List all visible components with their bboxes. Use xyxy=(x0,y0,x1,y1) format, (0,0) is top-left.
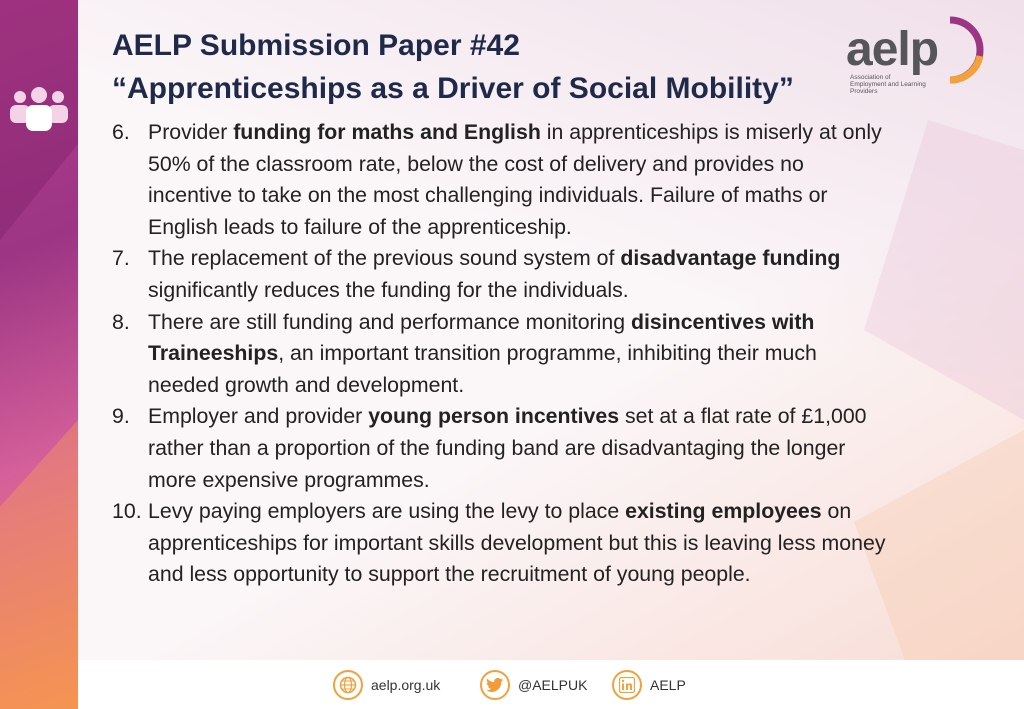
emphasis-text: existing employees xyxy=(625,499,822,524)
logo-sub-line-1: Association of xyxy=(850,74,891,81)
body-text: Provider xyxy=(148,120,234,144)
aelp-logo xyxy=(846,16,996,95)
list-item xyxy=(112,401,892,496)
logo-sub-line-2: Employment and Learning xyxy=(850,81,926,88)
body-text: significantly reduces the funding for the individuals. xyxy=(148,277,629,302)
body-text: on apprenticeships for important skills development but this is leaving less money and less opportunity to support the recruitment of young people. xyxy=(148,499,886,587)
list-item xyxy=(112,243,892,306)
band-facet-bottom xyxy=(0,420,78,709)
logo-subtitle xyxy=(850,74,940,95)
body-text: , an important transition programme, inhibiting their much needed growth and development. xyxy=(148,341,817,397)
list-item xyxy=(112,117,892,243)
linkedin-label: AELP xyxy=(650,677,686,693)
list-item xyxy=(112,496,892,591)
emphasis-text: disadvantage funding xyxy=(620,246,841,271)
logo-wordmark: aelp xyxy=(846,23,939,76)
title-line-1: AELP Submission Paper #42 xyxy=(112,29,520,62)
logo-sub-line-3: Providers xyxy=(850,88,878,95)
emphasis-text: young person incentives xyxy=(368,404,620,429)
body-text: The replacement of the previous sound system of xyxy=(148,246,621,271)
list-item-number: 9. xyxy=(112,404,130,429)
emphasis-text: funding for maths and English xyxy=(233,120,541,144)
list-item-number: 10. xyxy=(112,499,142,524)
body-text: Employer and provider xyxy=(148,404,369,429)
list-item-number: 7. xyxy=(112,246,130,271)
body-text: in apprenticeships is miserly at only 50% of the classroom rate, below the cost of delivery and provides no incentive to take on the most challenging individuals. Failure of maths or English leads to failure of the apprenticeship. xyxy=(148,120,882,239)
numbered-points-list xyxy=(112,117,892,591)
left-decorative-band xyxy=(0,0,78,709)
twitter-label: @AELPUK xyxy=(518,677,588,693)
title-line-2: “Apprenticeships as a Driver of Social Mobility” xyxy=(112,72,794,105)
emphasis-text: disincentives with Traineeships xyxy=(148,309,815,366)
slide-title xyxy=(112,24,852,110)
footer-bar xyxy=(78,660,1024,709)
list-item xyxy=(112,307,892,402)
twitter-icon xyxy=(480,670,510,700)
people-group-icon xyxy=(8,84,70,136)
linkedin-icon xyxy=(612,670,642,700)
footer-website[interactable] xyxy=(333,668,440,702)
website-label: aelp.org.uk xyxy=(371,677,441,693)
body-text: Levy paying employers are using the levy to place xyxy=(148,499,626,524)
logo-arc-icon xyxy=(946,16,990,86)
body-text: There are still funding and performance monitoring xyxy=(148,309,631,334)
footer-linkedin[interactable] xyxy=(612,668,686,702)
footer-twitter[interactable] xyxy=(480,668,587,702)
body-text: set at a flat rate of £1,000 rather than a proportion of the funding band are disadvantaging the longer more expensive programmes. xyxy=(148,404,867,492)
list-item-number: 6. xyxy=(112,120,130,144)
list-item-number: 8. xyxy=(112,309,130,334)
globe-icon xyxy=(333,670,363,700)
